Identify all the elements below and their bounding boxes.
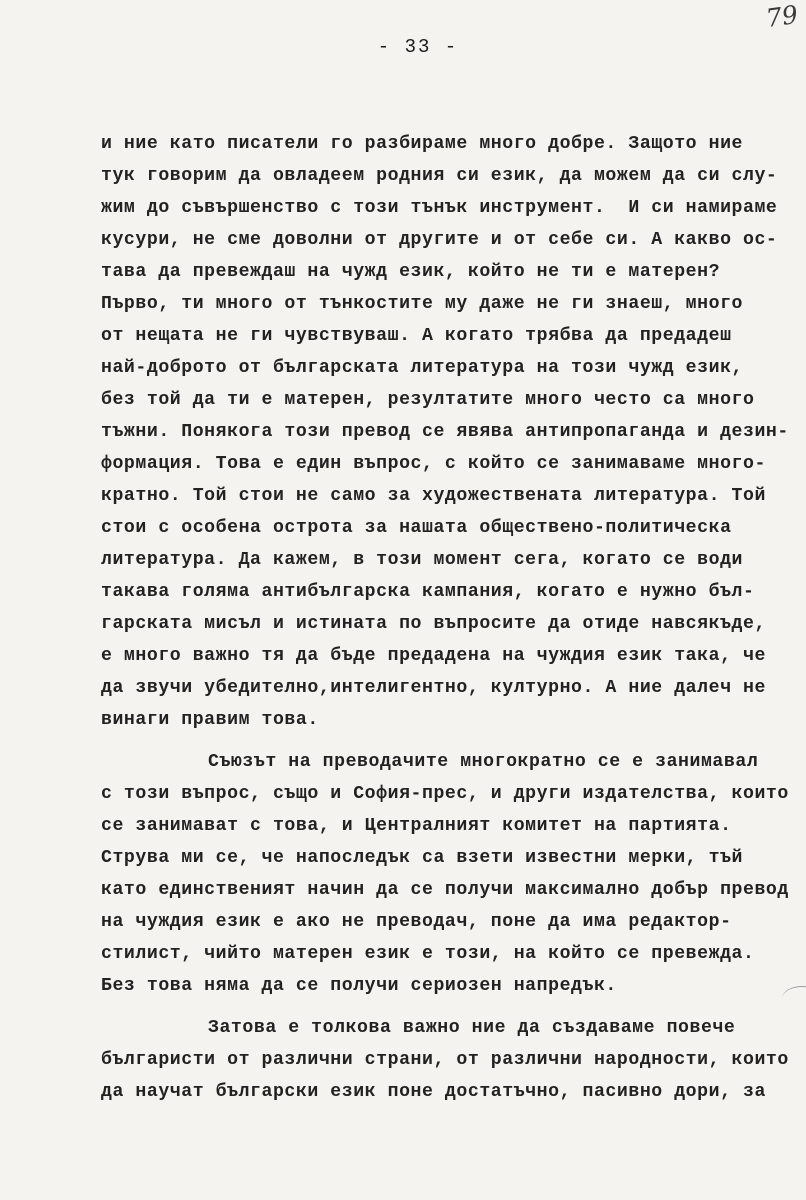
text-line: стилист, чийто матерен език е този, на който се превежда. <box>101 944 755 964</box>
text-line: Струва ми се, че напоследък са взети известни мерки, тъй <box>101 848 743 868</box>
text-line: без той да ти е матерен, резултатите много често са много <box>101 390 755 410</box>
text-line: такава голяма антибългарска кампания, когато е нужно бъл- <box>101 582 755 602</box>
margin-pencil-mark <box>782 986 806 1011</box>
text-line: гарската мисъл и истината по въпросите да отиде навсякъде, <box>101 614 766 634</box>
text-line: с този въпрос, също и София-прес, и други издателства, които <box>101 784 789 804</box>
text-line: на чуждия език е ако не преводач, поне да има редактор- <box>101 912 732 932</box>
text-line: Съюзът на преводачите многократно се е занимавал <box>208 752 759 772</box>
text-line: жим до съвършенство с този тънък инструмент. И си намираме <box>101 198 778 218</box>
text-line: Без това няма да се получи сериозен напредък. <box>101 976 617 996</box>
text-line: най-доброто от българската литература на този чужд език, <box>101 358 743 378</box>
text-line: стои с особена острота за нашата обществено-политическа <box>101 518 732 538</box>
text-line: кусури, не сме доволни от другите и от себе си. А какво ос- <box>101 230 778 250</box>
text-line: тъжни. Понякога този превод се явява антипропаганда и дезин- <box>101 422 789 442</box>
handwritten-page-mark: 79 <box>764 0 800 34</box>
text-line: да научат български език поне достатъчно, пасивно дори, за <box>101 1082 766 1102</box>
text-line: да звучи убедително,интелигентно, културно. А ние далеч не <box>101 678 766 698</box>
text-line: кратно. Той стои не само за художествената литература. Той <box>101 486 766 506</box>
text-line: от нещата не ги чувствуваш. А когато трябва да предадеш <box>101 326 732 346</box>
text-line: тава да превеждаш на чужд език, който не ти е матерен? <box>101 262 721 282</box>
text-line: литература. Да кажем, в този момент сега, когато се води <box>101 550 743 570</box>
text-line: винаги правим това. <box>101 710 319 730</box>
page-number: - 33 - <box>377 36 459 58</box>
text-line: Първо, ти много от тънкостите му даже не ги знаеш, много <box>101 294 743 314</box>
text-line: е много важно тя да бъде предадена на чуждия език така, че <box>101 646 766 666</box>
text-line: и ние като писатели го разбираме много добре. Защото ние <box>101 134 743 154</box>
text-line: българисти от различни страни, от различни народности, които <box>101 1050 789 1070</box>
text-line: формация. Това е един въпрос, с който се занимаваме много- <box>101 454 766 474</box>
text-line: тук говорим да овладеем родния си език, да можем да си слу- <box>101 166 778 186</box>
text-line: Затова е толкова важно ние да създаваме повече <box>208 1018 736 1038</box>
text-line: се занимават с това, и Централният комитет на партията. <box>101 816 732 836</box>
text-line: като единственият начин да се получи максимално добър превод <box>101 880 789 900</box>
